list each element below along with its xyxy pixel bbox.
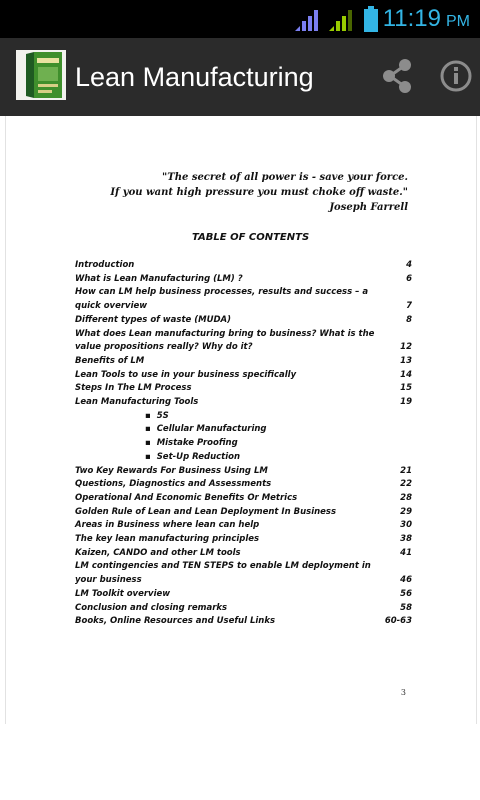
toc-subentry-label: Cellular Manufacturing	[156, 424, 267, 435]
toc-row	[75, 273, 412, 287]
toc-row	[75, 355, 412, 369]
document-page[interactable]	[5, 116, 477, 724]
toc-entry-title: Questions, Diagnostics and Assessments	[75, 479, 272, 490]
clock-ampm: PM	[446, 13, 470, 30]
toc-row	[75, 328, 412, 355]
toc-entry-page: 19	[400, 397, 412, 408]
toc-entry-title: Golden Rule of Lean and Lean Deployment In Business	[75, 506, 337, 517]
toc-entry-page: 6	[406, 273, 412, 284]
wifi-signal-icon	[295, 7, 321, 31]
share-icon[interactable]	[378, 56, 418, 96]
toc-entry-title: The key lean manufacturing principles	[75, 534, 260, 545]
toc-subentry: ▪ Mistake Proofing	[145, 438, 238, 449]
toc-entry-page: 15	[400, 383, 412, 394]
toc-row	[75, 588, 412, 602]
toc-title: TABLE OF CONTENTS	[192, 232, 310, 243]
toc-entry-page: 22	[400, 479, 412, 490]
toc-entry-title: What does Lean manufacturing bring to business? What is the value propositions really? Why do it?	[75, 328, 375, 353]
toc-entry-page: 4	[406, 260, 412, 270]
toc-subentry: ▪ Cellular Manufacturing	[145, 424, 267, 435]
toc-row	[75, 314, 412, 328]
toc-entry-page: 28	[400, 492, 412, 503]
toc-entry-title: How can LM help business processes, results and success – a quick overview	[75, 287, 369, 312]
toc-entry-title: Conclusion and closing remarks	[75, 602, 228, 613]
quote-author: Joseph Farrell	[329, 202, 408, 213]
toc-row	[75, 602, 412, 616]
toc-entry-page: 12	[400, 342, 412, 353]
toc-entry-page: 29	[400, 506, 412, 517]
toc-row	[75, 560, 412, 587]
page-number: 3	[400, 688, 406, 697]
toc-entry-title: Lean Tools to use in your business specifically	[75, 369, 297, 380]
toc-entry-page: 13	[400, 355, 412, 366]
toc-entry-title: Kaizen, CANDO and other LM tools	[75, 547, 241, 558]
toc-subentry: ▪ Set-Up Reduction	[145, 451, 241, 462]
toc-entry-page: 41	[400, 547, 412, 558]
toc-entry-page: 56	[400, 588, 412, 599]
toc-entry-title: LM contingencies and TEN STEPS to enable LM deployment in your business	[75, 561, 371, 586]
toc-entry-page: 60-63	[384, 616, 412, 627]
toc-row	[75, 465, 412, 479]
toc-entry-title: Introduction	[75, 260, 135, 270]
toc-entry-title: LM Toolkit overview	[75, 588, 171, 599]
toc-entry-title: Two Key Rewards For Business Using LM	[75, 465, 268, 476]
toc-row	[75, 547, 412, 561]
toc-row	[75, 492, 412, 506]
toc-entry-page: 58	[400, 602, 412, 613]
toc-entry-title: What is Lean Manufacturing (LM) ?	[75, 273, 243, 284]
toc-entry-page: 21	[400, 465, 412, 476]
toc-row	[75, 615, 412, 629]
toc-entry-title: Operational And Economic Benefits Or Metrics	[75, 492, 298, 503]
book-cover-icon[interactable]	[16, 50, 66, 100]
quote-line-1: "The secret of all power is - save your force.	[162, 172, 408, 183]
toc-entry-title: Lean Manufacturing Tools	[75, 397, 199, 408]
clock-time: 11:19	[382, 5, 441, 32]
toc-entry-title: Benefits of LM	[75, 355, 145, 366]
toc-row	[75, 396, 412, 410]
toc-subentry-label: Set-Up Reduction	[156, 451, 241, 462]
toc-row	[75, 519, 412, 533]
toc-entry-page: 14	[400, 369, 412, 380]
toc-entry-page: 7	[406, 301, 412, 312]
info-icon[interactable]	[436, 56, 476, 96]
toc-row	[75, 533, 412, 547]
toc-subentry-label: 5S	[156, 410, 169, 421]
toc-row	[75, 382, 412, 396]
action-bar	[0, 38, 480, 116]
clock	[383, 5, 470, 33]
toc-subentry: ▪ 5S	[145, 410, 169, 421]
toc-row	[75, 506, 412, 520]
toc-entry-page: 8	[406, 314, 412, 325]
toc-entry-title: Steps In The LM Process	[75, 383, 192, 394]
toc-row	[75, 286, 412, 313]
toc-entry-title: Areas in Business where lean can help	[75, 520, 260, 531]
toc-entry-page: 38	[400, 534, 412, 545]
status-bar	[0, 0, 480, 38]
toc-row	[75, 259, 412, 273]
toc-subentry-label: Mistake Proofing	[156, 438, 238, 449]
table-of-contents	[75, 259, 412, 629]
app-title: Lean Manufacturing	[75, 62, 314, 92]
toc-row	[75, 478, 412, 492]
quote-line-2: If you want high pressure you must choke off waste."	[110, 187, 408, 198]
toc-entry-title: Different types of waste (MUDA)	[75, 314, 232, 325]
toc-entry-title: Books, Online Resources and Useful Links	[75, 616, 276, 627]
cellular-signal-icon	[329, 7, 355, 31]
toc-row	[75, 369, 412, 383]
toc-entry-page: 46	[400, 575, 412, 586]
battery-icon	[363, 6, 379, 32]
toc-entry-page: 30	[400, 520, 412, 531]
